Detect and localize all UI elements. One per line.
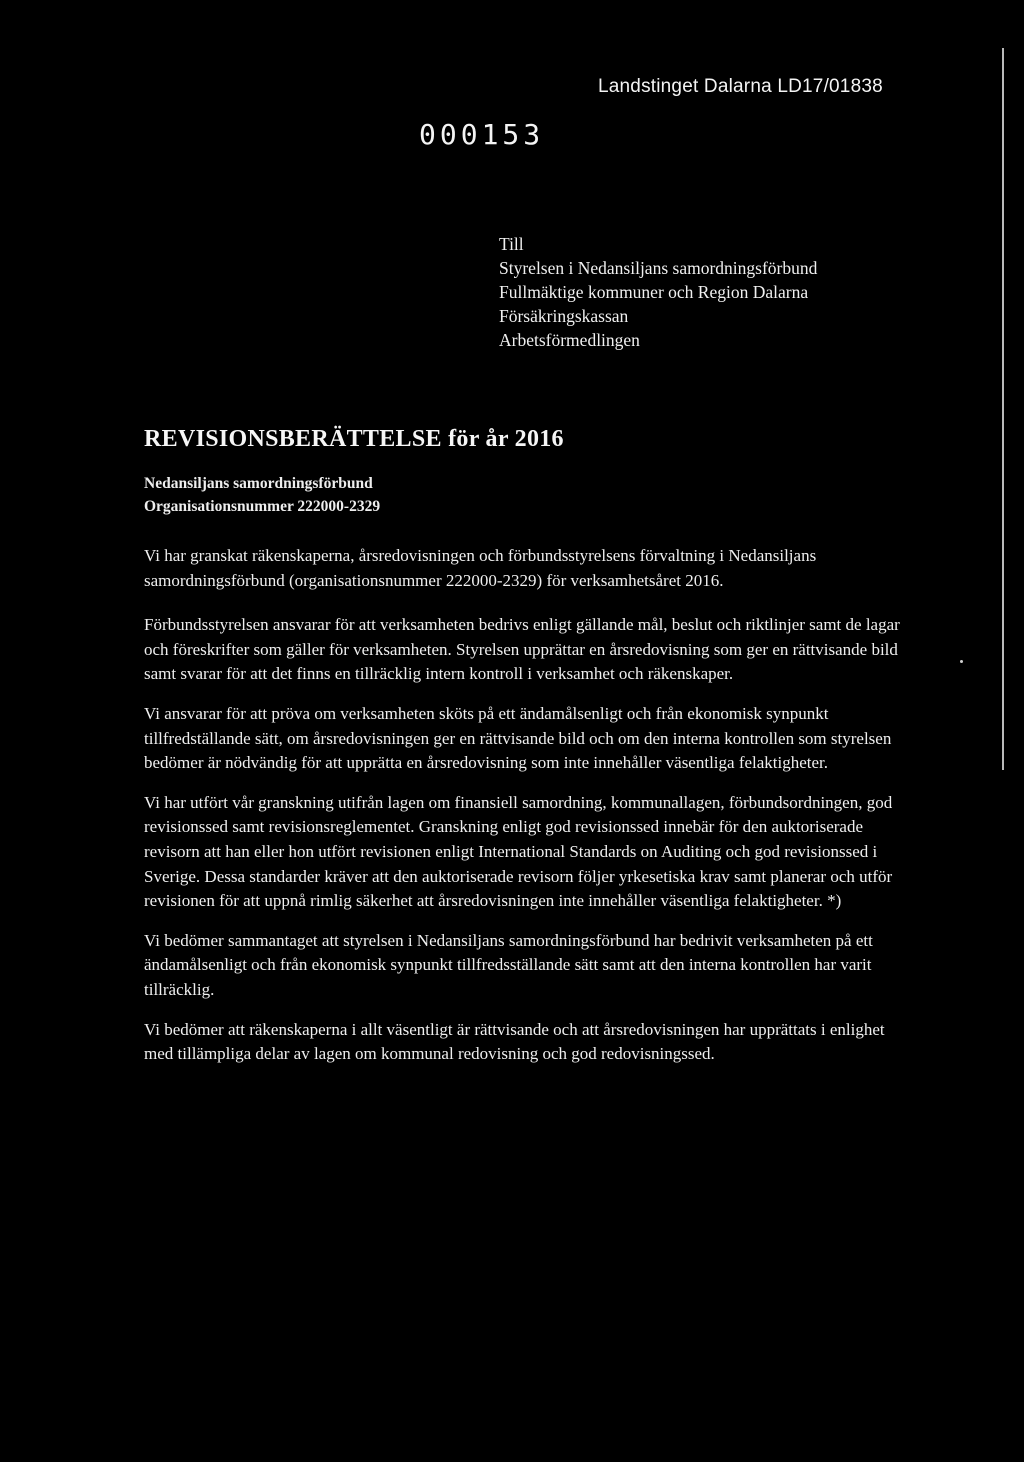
organization-number: Organisationsnummer 222000-2329	[144, 498, 381, 515]
body-paragraph: Vi bedömer att räkenskaperna i allt väsentligt är rättvisande och att årsredovisningen har upprättats i enlighet med tillämpliga delar av lagen om kommunal redovisning och god redovisningssed.	[144, 1019, 885, 1064]
reference-number: Landstinget Dalarna LD17/01838	[598, 76, 883, 97]
body-paragraph: Vi har utfört vår granskning utifrån lagen om finansiell samordning, kommunallagen, förbundsordningen, god revisionssed samt revisionsreglementet. Granskning enligt god revisionssed innebär för den auktoriserade revisorn att han eller hon utfört revisionen enligt International Standards on Auditing och god revisionssed i Sverige. Dessa standarder kräver att den auktoriserade revisorn följer yrkesetiska krav samt planerar och utför revisionen för att uppnå rimlig säkerhet att årsredovisningen inte innehåller väsentliga felaktigheter. *)	[144, 792, 893, 911]
recipient-line: Till	[499, 234, 524, 254]
organization-block	[144, 472, 380, 518]
scan-speck	[960, 660, 963, 663]
body-paragraph: Vi bedömer sammantaget att styrelsen i Nedansiljans samordningsförbund har bedrivit verksamheten på ett ändamålsenligt och från ekonomisk synpunkt tillfredsställande sätt samt att den interna kontrollen har varit tillräcklig.	[144, 930, 873, 999]
recipient-line: Fullmäktige kommuner och Region Dalarna	[499, 282, 809, 302]
scan-edge-line	[1002, 48, 1004, 770]
recipient-line: Arbetsförmedlingen	[499, 330, 640, 350]
report-title: REVISIONSBERÄTTELSE för år 2016	[144, 426, 564, 452]
recipient-block	[499, 232, 817, 352]
body-paragraph: Vi har granskat räkenskaperna, årsredovisningen och förbundsstyrelsens förvaltning i Nedansiljans samordningsförbund (organisationsnummer 222000-2329) för verksamhetsåret 2016.	[144, 546, 817, 590]
document-number-stamp: 000153	[419, 118, 545, 151]
organization-name: Nedansiljans samordningsförbund	[144, 475, 373, 492]
body-paragraph: Förbundsstyrelsen ansvarar för att verksamheten bedrivs enligt gällande mål, beslut och riktlinjer samt de lagar och föreskrifter som gäller för verksamheten. Styrelsen upprättar en årsredovisning som ger en rättvisande bild samt svarar för att det finns en tillräcklig intern kontroll i verksamhet och räkenskaper.	[144, 615, 900, 684]
recipient-line: Styrelsen i Nedansiljans samordningsförbund	[499, 258, 818, 278]
recipient-line: Försäkringskassan	[499, 306, 629, 326]
body-paragraph: Vi ansvarar för att pröva om verksamheten sköts på ett ändamålsenligt och från ekonomisk synpunkt tillfredställande sätt, om årsredovisningen ger en rättvisande bild och om den interna kontrollen som styrelsen bedömer är nödvändig för att upprätta en årsredovisning som inte innehåller väsentliga felaktigheter.	[144, 703, 892, 773]
report-body	[144, 544, 904, 1082]
